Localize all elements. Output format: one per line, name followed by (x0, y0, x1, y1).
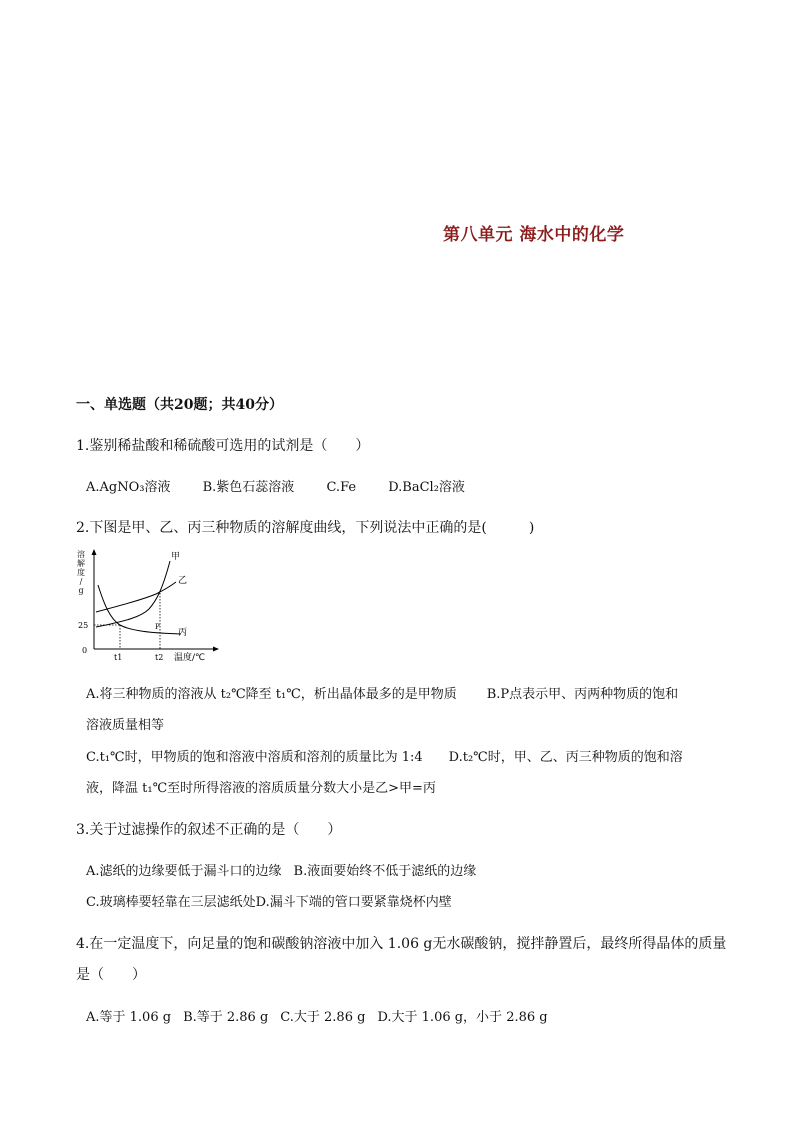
q2-option-a: A.将三种物质的溶液从 t₂℃降至 t₁℃，析出晶体最多的是甲物质 (86, 687, 457, 702)
q3-option-c: C.玻璃棒要轻靠在三层滤纸处 (86, 895, 256, 910)
q3-options-line1 (86, 862, 504, 882)
question-3-stem: 3.关于过滤操作的叙述不正确的是（ ） (76, 822, 342, 838)
origin-label: 0 (82, 646, 88, 655)
series-label-yi: 乙 (178, 576, 188, 586)
y-tick-25: 25 (78, 621, 89, 630)
chart-ylabel: 溶 解 度 / g (77, 550, 85, 595)
q1-option-b: B.紫色石蕊溶液 (202, 480, 295, 495)
solubility-chart (76, 549, 226, 669)
q1-option-a: A.AgNO₃溶液 (86, 480, 171, 495)
question-2-stem: 2.下图是甲、乙、丙三种物质的溶解度曲线，下列说法中正确的是( ) (76, 520, 535, 536)
q2-option-a-b-line1 (86, 685, 706, 705)
question-4-stem-line2: 是（ ） (76, 967, 146, 983)
curve-jia (96, 561, 170, 627)
question-1-options (86, 478, 493, 498)
q4-option-d: D.大于 1.06 g，小于 2.86 g (377, 1010, 548, 1025)
q3-option-a: A.滤纸的边缘要低于漏斗口的边缘 (86, 864, 282, 879)
q2-option-b: B.P点表示甲、丙两种物质的饱和 (486, 687, 679, 702)
x-tick-t1: t1 (114, 653, 123, 662)
question-1-stem: 1.鉴别稀盐酸和稀硫酸可选用的试剂是（ ） (76, 438, 370, 454)
page-title: 第八单元 海水中的化学 (443, 225, 625, 245)
q4-option-a: A.等于 1.06 g (86, 1010, 172, 1025)
q4-option-c: C.大于 2.86 g (280, 1010, 366, 1025)
q3-options-line2 (86, 893, 480, 913)
q2-option-d: D.t₂℃时，甲、乙、丙三种物质的饱和溶 (448, 750, 683, 765)
q4-option-b: B.等于 2.86 g (183, 1010, 269, 1025)
q2-option-c: C.t₁℃时，甲物质的饱和溶液中溶质和溶剂的质量比为 1:4 (86, 750, 423, 765)
q2-option-d-line2: 液，降温 t₁℃至时所得溶液的溶质质量分数大小是乙>甲=丙 (86, 781, 436, 796)
q4-options (86, 1008, 548, 1028)
x-axis-arrow-icon (213, 647, 219, 652)
x-tick-t2: t2 (155, 653, 164, 662)
q2-option-c-d-line1 (86, 748, 711, 768)
x-axis-label: 温度/℃ (174, 653, 206, 663)
q3-option-b: B.液面要始终不低于滤纸的边缘 (293, 864, 477, 879)
series-label-bing: 丙 (178, 628, 188, 638)
question-4-stem-line1: 4.在一定温度下，向足量的饱和碳酸钠溶液中加入 1.06 g无水碳酸钠，搅拌静置后，最终所得晶体的质量 (76, 936, 727, 952)
q3-option-d: D.漏斗下端的管口要紧靠烧杯内壁 (255, 895, 452, 910)
curve-bing (98, 585, 181, 634)
q1-option-c: C.Fe (326, 480, 357, 495)
point-p-label: P (155, 623, 160, 631)
series-label-jia: 甲 (171, 552, 181, 562)
q2-option-b-line2: 溶液质量相等 (86, 718, 165, 733)
curve-yi (96, 582, 176, 612)
y-axis-arrow-icon (92, 549, 97, 555)
q1-option-d: D.BaCl₂溶液 (388, 480, 465, 495)
section-heading: 一、单选题（共20题；共40分） (76, 397, 283, 413)
